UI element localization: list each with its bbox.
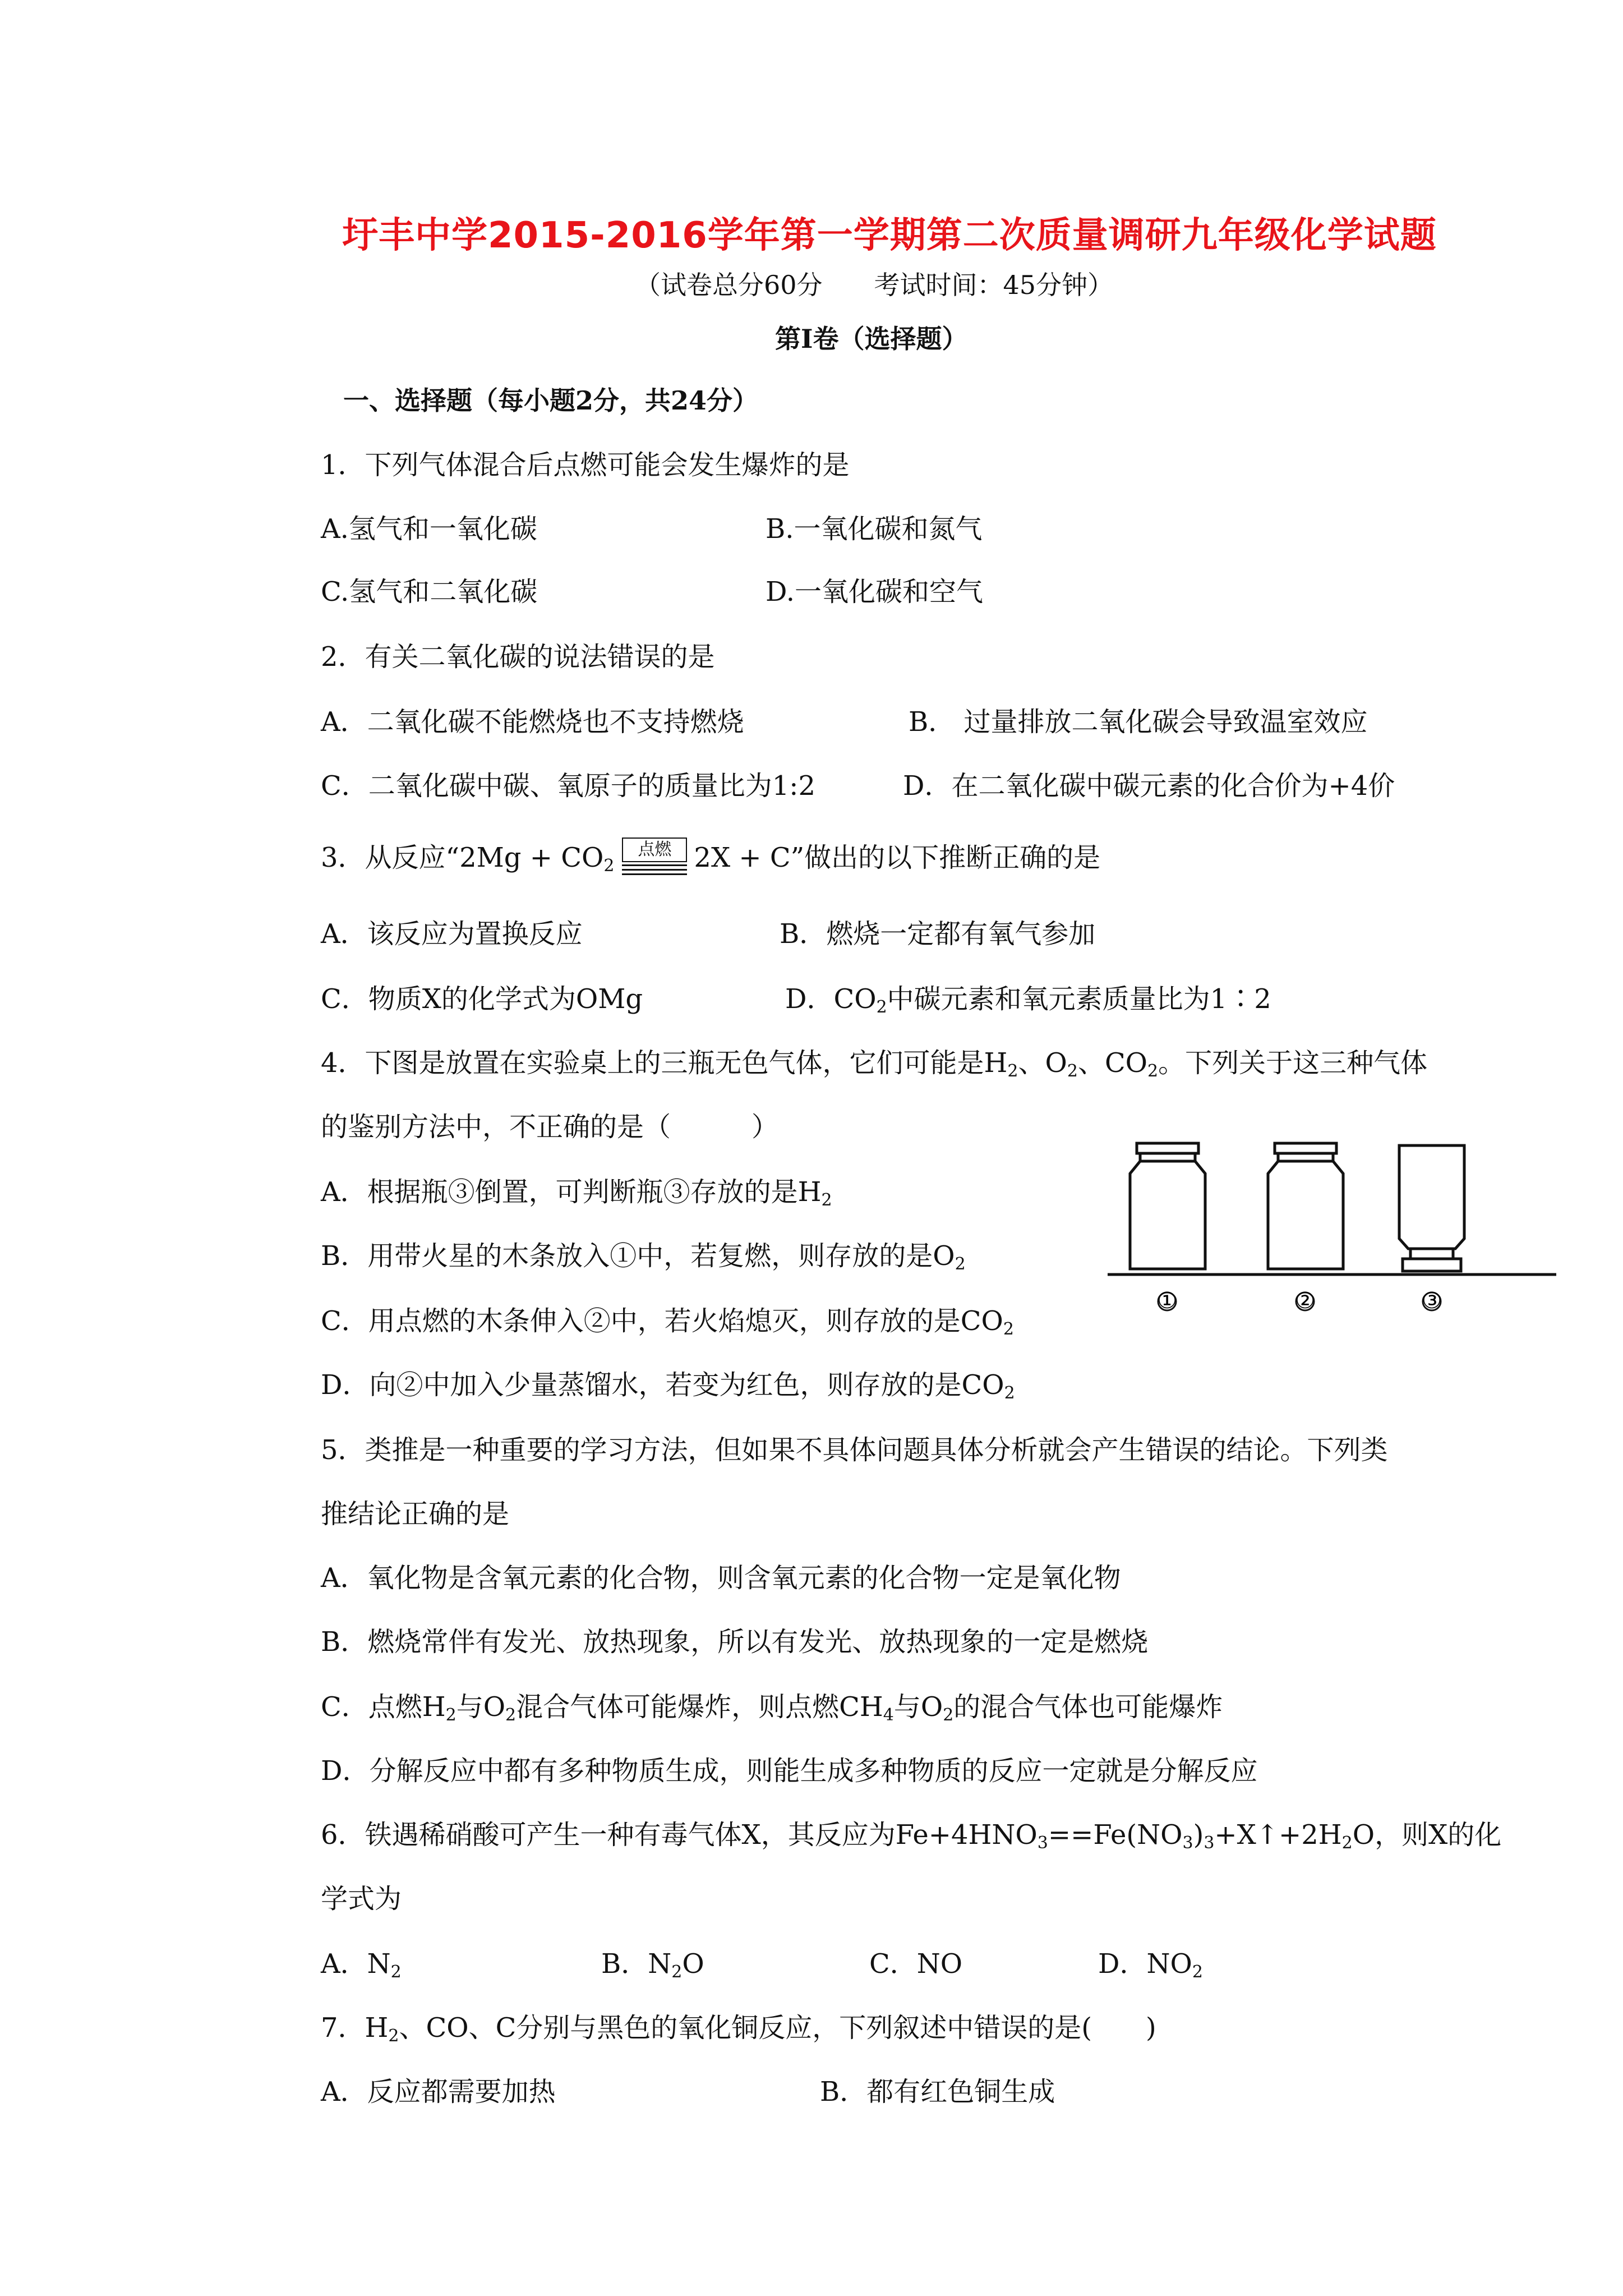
question-5-stem-line1: 5．类推是一种重要的学习方法，但如果不具体问题具体分析就会产生错误的结论。下列类: [321, 1434, 1388, 1466]
question-2-option-a: A．二氧化碳不能燃烧也不支持燃烧: [321, 706, 744, 738]
bottle-2-label: ②: [1295, 1288, 1315, 1314]
question-5-option-b: B．燃烧常伴有发光、放热现象，所以有发光、放热现象的一定是燃烧: [321, 1626, 1149, 1658]
exam-info: （试卷总分60分 考试时间：45分钟）: [635, 270, 1114, 300]
question-6-option-a: A．$N_2$: [321, 1948, 402, 1982]
question-2-option-c: C．二氧化碳中碳、氧原子的质量比为1:2: [321, 770, 815, 802]
question-4-option-d: D．向②中加入少量蒸馏水，若变为红色，则存放的是$CO_2$: [321, 1369, 1015, 1403]
question-2-option-d: D．在二氧化碳中碳元素的化合价为+4价: [903, 770, 1395, 802]
question-5-option-c: C．点燃$H_2$与$O_2$混合气体可能爆炸，则点燃$CH_4$与$O_2$的混合气体也可能爆炸: [321, 1691, 1223, 1725]
question-3-option-d: D．$CO_2$中碳元素和氧元素质量比为1∶2: [785, 983, 1271, 1017]
question-2-option-b: B． 过量排放二氧化碳会导致温室效应: [909, 706, 1368, 738]
bottle-1-label: ①: [1157, 1288, 1177, 1314]
question-4-stem-line2: 的鉴别方法中，不正确的是（ ）: [321, 1111, 779, 1143]
section-heading: 一、选择题（每小题2分，共24分）: [343, 385, 759, 416]
question-7-stem: 7．$H_2$、CO、C分别与黑色的氧化铜反应，下列叙述中错误的是( ): [321, 2012, 1156, 2046]
question-4-stem-line1: 4．下图是放置在实验桌上的三瓶无色气体，它们可能是$H_2$、$O_2$、$CO_2$。下列关于这三种气体: [321, 1047, 1428, 1081]
question-6-option-c: C．NO: [869, 1948, 963, 1980]
question-6-option-d: D．$NO_2$: [1098, 1948, 1203, 1982]
part-heading: 第Ⅰ卷（选择题）: [775, 324, 968, 354]
question-1-option-a: A.氢气和一氧化碳: [321, 513, 537, 545]
question-5-option-a: A．氧化物是含氧元素的化合物，则含氧元素的化合物一定是氧化物: [321, 1562, 1121, 1594]
question-1-stem: 1．下列气体混合后点燃可能会发生爆炸的是: [321, 449, 850, 481]
question-1-option-b: B.一氧化碳和氮气: [766, 513, 983, 545]
question-5-stem-line2: 推结论正确的是: [321, 1498, 510, 1530]
question-2-stem: 2．有关二氧化碳的说法错误的是: [321, 641, 715, 673]
question-1-option-c: C.氢气和二氧化碳: [321, 576, 538, 608]
question-4-option-a: A．根据瓶③倒置，可判断瓶③存放的是$H_2$: [321, 1176, 832, 1210]
question-1-option-d: D.一氧化碳和空气: [766, 576, 984, 608]
question-6-stem-line2: 学式为: [321, 1883, 402, 1915]
question-4-option-c: C．用点燃的木条伸入②中，若火焰熄灭，则存放的是$CO_2$: [321, 1305, 1014, 1339]
question-3-option-a: A．该反应为置换反应: [321, 918, 583, 950]
bottle-3-label: ③: [1422, 1288, 1442, 1314]
question-6-option-b: B．$N_2O$: [601, 1948, 704, 1982]
question-6-stem-line1: 6．铁遇稀硝酸可产生一种有毒气体X，其反应为$Fe+4HNO_3==Fe(NO_3)_3+X↑+2H_2O$，则X的化: [321, 1819, 1502, 1853]
question-3-stem: 3．从反应“$2Mg + CO_2$ 点燃 2X + C”做出的以下推断正确的是: [321, 836, 1100, 877]
question-4-option-b: B．用带火星的木条放入①中，若复燃，则存放的是$O_2$: [321, 1240, 966, 1274]
question-5-option-d: D．分解反应中都有多种物质生成，则能生成多种物质的反应一定就是分解反应: [321, 1755, 1258, 1787]
question-3-option-c: C．物质X的化学式为OMg: [321, 983, 643, 1015]
question-7-option-b: B．都有红色铜生成: [820, 2076, 1055, 2108]
page-title: 圩丰中学2015-2016学年第一学期第二次质量调研九年级化学试题: [342, 215, 1437, 256]
reaction-condition-sign: 点燃: [620, 838, 688, 877]
question-7-option-a: A．反应都需要加热: [321, 2076, 556, 2108]
gas-bottles-figure: [1108, 1139, 1556, 1324]
question-3-option-b: B．燃烧一定都有氧气参加: [780, 918, 1096, 950]
